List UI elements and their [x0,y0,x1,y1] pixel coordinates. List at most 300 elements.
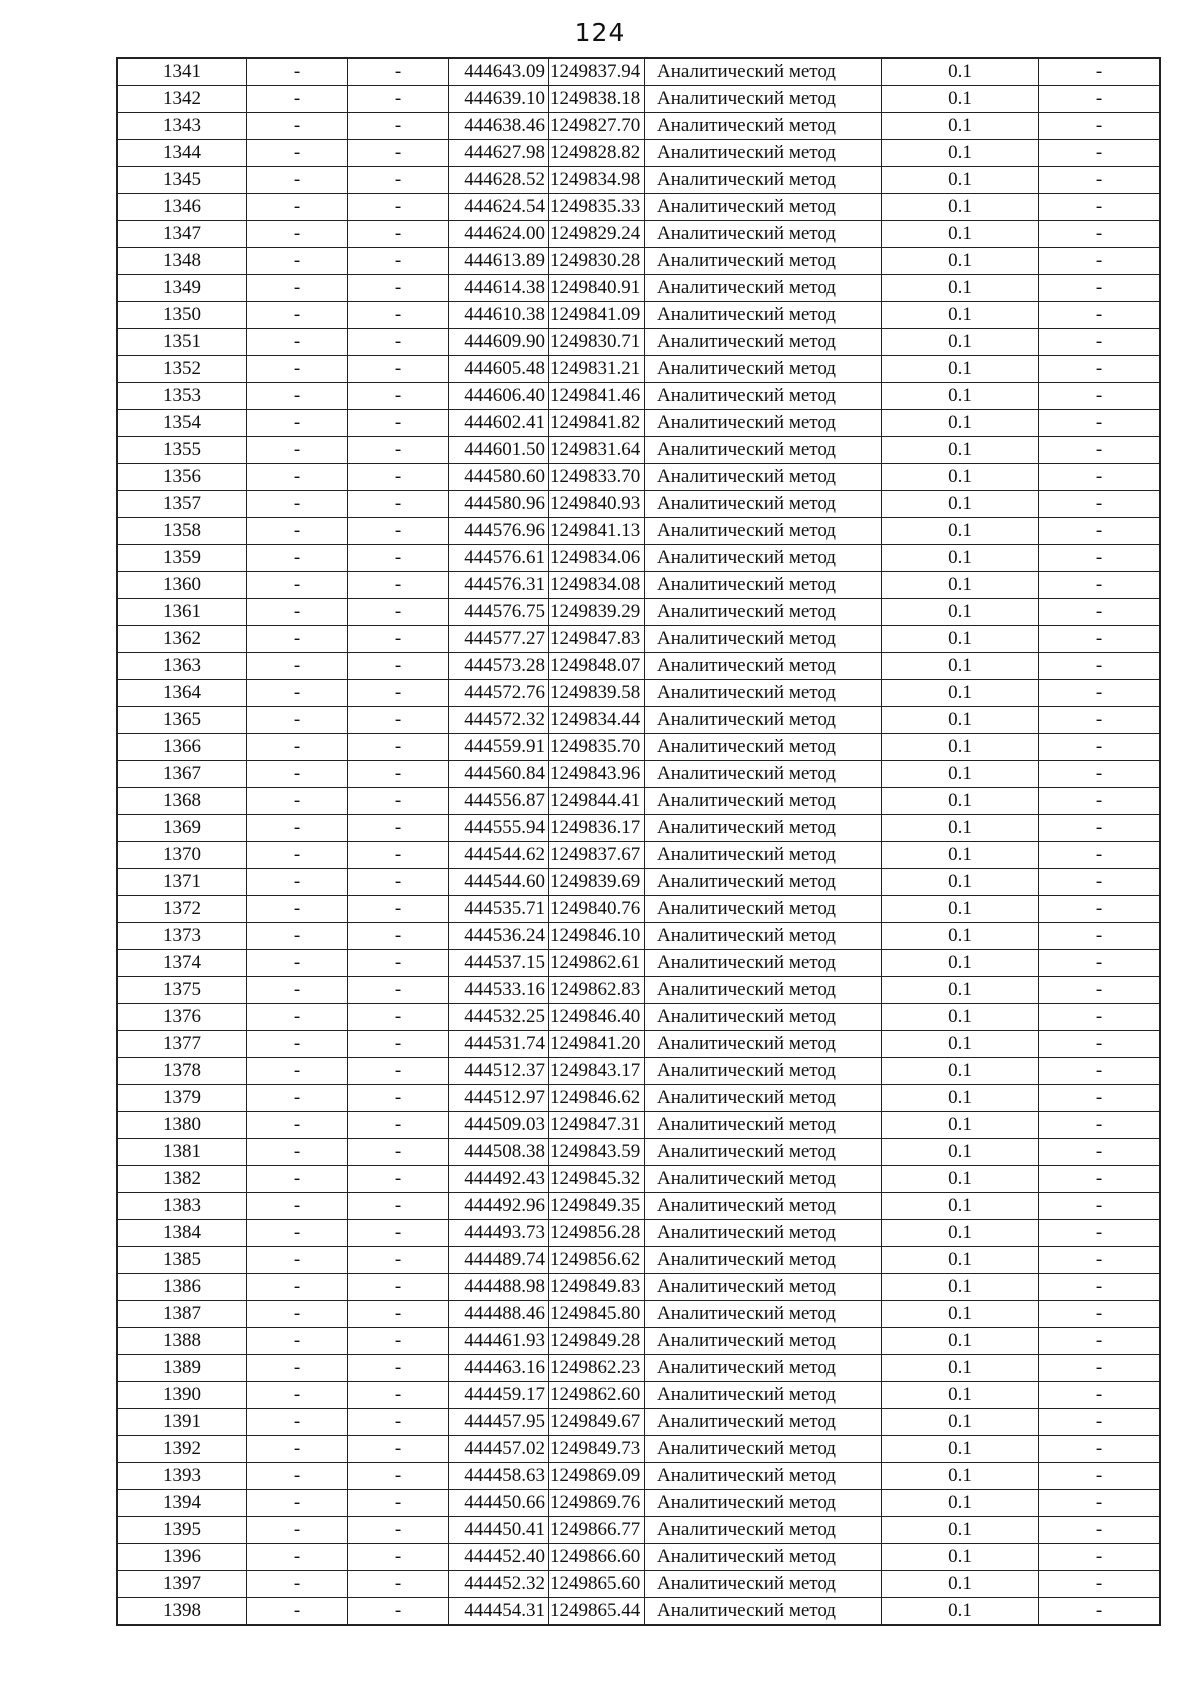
method-cell: Аналитический метод [645,1031,882,1058]
table-row [117,1301,1160,1328]
empty-value-cell: - [1039,626,1161,653]
empty-value-cell: - [247,680,348,707]
empty-value-cell: - [247,653,348,680]
y-coordinate-cell: 1249866.60 [549,1544,645,1571]
method-cell: Аналитический метод [645,1193,882,1220]
method-cell: Аналитический метод [645,1085,882,1112]
empty-value-cell: - [247,815,348,842]
point-number-cell: 1374 [117,950,247,977]
method-cell: Аналитический метод [645,1058,882,1085]
empty-value-cell: - [348,248,449,275]
table-row [117,869,1160,896]
accuracy-cell: 0.1 [882,1247,1039,1274]
empty-value-cell: - [247,788,348,815]
point-number-cell: 1368 [117,788,247,815]
point-number-cell: 1380 [117,1112,247,1139]
point-number-cell: 1359 [117,545,247,572]
x-coordinate-cell: 444638.46 [449,113,549,140]
page-number: 124 [574,18,626,47]
empty-value-cell: - [1039,1004,1161,1031]
empty-value-cell: - [1039,58,1161,86]
y-coordinate-cell: 1249837.94 [549,58,645,86]
empty-value-cell: - [1039,1301,1161,1328]
x-coordinate-cell: 444531.74 [449,1031,549,1058]
empty-value-cell: - [1039,86,1161,113]
method-cell: Аналитический метод [645,1517,882,1544]
point-number-cell: 1394 [117,1490,247,1517]
x-coordinate-cell: 444601.50 [449,437,549,464]
table-row [117,1598,1160,1626]
accuracy-cell: 0.1 [882,491,1039,518]
empty-value-cell: - [1039,410,1161,437]
x-coordinate-cell: 444613.89 [449,248,549,275]
empty-value-cell: - [348,1031,449,1058]
table-row [117,1220,1160,1247]
empty-value-cell: - [1039,869,1161,896]
accuracy-cell: 0.1 [882,815,1039,842]
empty-value-cell: - [1039,437,1161,464]
table-row [117,1085,1160,1112]
point-number-cell: 1391 [117,1409,247,1436]
y-coordinate-cell: 1249834.98 [549,167,645,194]
empty-value-cell: - [247,302,348,329]
accuracy-cell: 0.1 [882,1544,1039,1571]
accuracy-cell: 0.1 [882,599,1039,626]
empty-value-cell: - [1039,329,1161,356]
point-number-cell: 1354 [117,410,247,437]
empty-value-cell: - [247,329,348,356]
x-coordinate-cell: 444452.40 [449,1544,549,1571]
accuracy-cell: 0.1 [882,1571,1039,1598]
method-cell: Аналитический метод [645,680,882,707]
point-number-cell: 1343 [117,113,247,140]
empty-value-cell: - [348,140,449,167]
point-number-cell: 1385 [117,1247,247,1274]
y-coordinate-cell: 1249833.70 [549,464,645,491]
empty-value-cell: - [1039,140,1161,167]
empty-value-cell: - [1039,842,1161,869]
table-row [117,1166,1160,1193]
y-coordinate-cell: 1249865.60 [549,1571,645,1598]
empty-value-cell: - [247,86,348,113]
empty-value-cell: - [247,1490,348,1517]
empty-value-cell: - [247,1166,348,1193]
table-row [117,1247,1160,1274]
empty-value-cell: - [348,815,449,842]
table-row [117,1463,1160,1490]
method-cell: Аналитический метод [645,1004,882,1031]
empty-value-cell: - [247,113,348,140]
table-row [117,1490,1160,1517]
y-coordinate-cell: 1249869.09 [549,1463,645,1490]
method-cell: Аналитический метод [645,545,882,572]
empty-value-cell: - [247,950,348,977]
accuracy-cell: 0.1 [882,437,1039,464]
x-coordinate-cell: 444580.96 [449,491,549,518]
x-coordinate-cell: 444536.24 [449,923,549,950]
x-coordinate-cell: 444576.61 [449,545,549,572]
empty-value-cell: - [348,1598,449,1626]
table-row [117,1328,1160,1355]
accuracy-cell: 0.1 [882,950,1039,977]
y-coordinate-cell: 1249829.24 [549,221,645,248]
empty-value-cell: - [247,1193,348,1220]
y-coordinate-cell: 1249862.83 [549,977,645,1004]
empty-value-cell: - [1039,1436,1161,1463]
accuracy-cell: 0.1 [882,1409,1039,1436]
method-cell: Аналитический метод [645,221,882,248]
table-row [117,464,1160,491]
empty-value-cell: - [348,518,449,545]
method-cell: Аналитический метод [645,113,882,140]
empty-value-cell: - [247,1139,348,1166]
empty-value-cell: - [1039,1112,1161,1139]
point-number-cell: 1395 [117,1517,247,1544]
accuracy-cell: 0.1 [882,356,1039,383]
method-cell: Аналитический метод [645,1463,882,1490]
x-coordinate-cell: 444609.90 [449,329,549,356]
accuracy-cell: 0.1 [882,248,1039,275]
accuracy-cell: 0.1 [882,653,1039,680]
method-cell: Аналитический метод [645,923,882,950]
y-coordinate-cell: 1249831.64 [549,437,645,464]
x-coordinate-cell: 444576.75 [449,599,549,626]
empty-value-cell: - [247,58,348,86]
method-cell: Аналитический метод [645,815,882,842]
accuracy-cell: 0.1 [882,707,1039,734]
method-cell: Аналитический метод [645,1220,882,1247]
point-number-cell: 1375 [117,977,247,1004]
point-number-cell: 1348 [117,248,247,275]
method-cell: Аналитический метод [645,491,882,518]
empty-value-cell: - [247,1085,348,1112]
method-cell: Аналитический метод [645,1166,882,1193]
x-coordinate-cell: 444560.84 [449,761,549,788]
x-coordinate-cell: 444614.38 [449,275,549,302]
method-cell: Аналитический метод [645,950,882,977]
point-number-cell: 1358 [117,518,247,545]
table-row [117,761,1160,788]
point-number-cell: 1379 [117,1085,247,1112]
x-coordinate-cell: 444454.31 [449,1598,549,1626]
empty-value-cell: - [1039,680,1161,707]
coordinates-table-wrap [116,57,1161,1626]
x-coordinate-cell: 444492.43 [449,1166,549,1193]
x-coordinate-cell: 444628.52 [449,167,549,194]
x-coordinate-cell: 444532.25 [449,1004,549,1031]
y-coordinate-cell: 1249846.10 [549,923,645,950]
method-cell: Аналитический метод [645,1355,882,1382]
point-number-cell: 1381 [117,1139,247,1166]
accuracy-cell: 0.1 [882,275,1039,302]
empty-value-cell: - [348,761,449,788]
point-number-cell: 1361 [117,599,247,626]
x-coordinate-cell: 444512.97 [449,1085,549,1112]
empty-value-cell: - [348,167,449,194]
empty-value-cell: - [348,383,449,410]
accuracy-cell: 0.1 [882,58,1039,86]
y-coordinate-cell: 1249840.91 [549,275,645,302]
table-row [117,221,1160,248]
x-coordinate-cell: 444535.71 [449,896,549,923]
accuracy-cell: 0.1 [882,221,1039,248]
method-cell: Аналитический метод [645,1301,882,1328]
empty-value-cell: - [348,1058,449,1085]
empty-value-cell: - [247,356,348,383]
empty-value-cell: - [348,302,449,329]
point-number-cell: 1363 [117,653,247,680]
empty-value-cell: - [247,1274,348,1301]
y-coordinate-cell: 1249843.17 [549,1058,645,1085]
empty-value-cell: - [348,599,449,626]
x-coordinate-cell: 444537.15 [449,950,549,977]
y-coordinate-cell: 1249862.61 [549,950,645,977]
accuracy-cell: 0.1 [882,1274,1039,1301]
empty-value-cell: - [247,1301,348,1328]
y-coordinate-cell: 1249839.69 [549,869,645,896]
y-coordinate-cell: 1249841.20 [549,1031,645,1058]
x-coordinate-cell: 444457.95 [449,1409,549,1436]
table-row [117,707,1160,734]
method-cell: Аналитический метод [645,977,882,1004]
table-row [117,1139,1160,1166]
point-number-cell: 1387 [117,1301,247,1328]
point-number-cell: 1370 [117,842,247,869]
empty-value-cell: - [348,680,449,707]
y-coordinate-cell: 1249849.73 [549,1436,645,1463]
empty-value-cell: - [1039,356,1161,383]
method-cell: Аналитический метод [645,1274,882,1301]
empty-value-cell: - [247,1544,348,1571]
point-number-cell: 1360 [117,572,247,599]
empty-value-cell: - [247,1112,348,1139]
empty-value-cell: - [1039,248,1161,275]
y-coordinate-cell: 1249845.80 [549,1301,645,1328]
x-coordinate-cell: 444493.73 [449,1220,549,1247]
empty-value-cell: - [1039,491,1161,518]
x-coordinate-cell: 444461.93 [449,1328,549,1355]
empty-value-cell: - [348,1409,449,1436]
empty-value-cell: - [348,1166,449,1193]
table-row [117,194,1160,221]
method-cell: Аналитический метод [645,1139,882,1166]
y-coordinate-cell: 1249841.82 [549,410,645,437]
table-row [117,383,1160,410]
accuracy-cell: 0.1 [882,167,1039,194]
accuracy-cell: 0.1 [882,1328,1039,1355]
method-cell: Аналитический метод [645,410,882,437]
empty-value-cell: - [247,194,348,221]
accuracy-cell: 0.1 [882,923,1039,950]
empty-value-cell: - [348,734,449,761]
x-coordinate-cell: 444512.37 [449,1058,549,1085]
empty-value-cell: - [247,923,348,950]
method-cell: Аналитический метод [645,1328,882,1355]
point-number-cell: 1356 [117,464,247,491]
point-number-cell: 1390 [117,1382,247,1409]
y-coordinate-cell: 1249849.35 [549,1193,645,1220]
y-coordinate-cell: 1249862.60 [549,1382,645,1409]
method-cell: Аналитический метод [645,140,882,167]
method-cell: Аналитический метод [645,248,882,275]
empty-value-cell: - [247,545,348,572]
y-coordinate-cell: 1249841.09 [549,302,645,329]
accuracy-cell: 0.1 [882,1463,1039,1490]
empty-value-cell: - [1039,1058,1161,1085]
table-row [117,86,1160,113]
accuracy-cell: 0.1 [882,383,1039,410]
table-row [117,1382,1160,1409]
y-coordinate-cell: 1249830.28 [549,248,645,275]
empty-value-cell: - [348,86,449,113]
method-cell: Аналитический метод [645,707,882,734]
empty-value-cell: - [348,1139,449,1166]
x-coordinate-cell: 444459.17 [449,1382,549,1409]
x-coordinate-cell: 444489.74 [449,1247,549,1274]
table-row [117,58,1160,86]
method-cell: Аналитический метод [645,1490,882,1517]
y-coordinate-cell: 1249839.58 [549,680,645,707]
method-cell: Аналитический метод [645,572,882,599]
method-cell: Аналитический метод [645,1112,882,1139]
y-coordinate-cell: 1249837.67 [549,842,645,869]
x-coordinate-cell: 444488.98 [449,1274,549,1301]
empty-value-cell: - [1039,1544,1161,1571]
accuracy-cell: 0.1 [882,1598,1039,1626]
empty-value-cell: - [1039,545,1161,572]
y-coordinate-cell: 1249865.44 [549,1598,645,1626]
table-row [117,1409,1160,1436]
empty-value-cell: - [348,1193,449,1220]
accuracy-cell: 0.1 [882,545,1039,572]
point-number-cell: 1386 [117,1274,247,1301]
y-coordinate-cell: 1249869.76 [549,1490,645,1517]
x-coordinate-cell: 444639.10 [449,86,549,113]
x-coordinate-cell: 444627.98 [449,140,549,167]
empty-value-cell: - [1039,1598,1161,1626]
accuracy-cell: 0.1 [882,1058,1039,1085]
table-row [117,1436,1160,1463]
point-number-cell: 1393 [117,1463,247,1490]
point-number-cell: 1362 [117,626,247,653]
x-coordinate-cell: 444605.48 [449,356,549,383]
method-cell: Аналитический метод [645,869,882,896]
table-row [117,599,1160,626]
point-number-cell: 1383 [117,1193,247,1220]
x-coordinate-cell: 444572.32 [449,707,549,734]
point-number-cell: 1378 [117,1058,247,1085]
y-coordinate-cell: 1249847.31 [549,1112,645,1139]
table-row [117,518,1160,545]
empty-value-cell: - [1039,1355,1161,1382]
empty-value-cell: - [247,167,348,194]
empty-value-cell: - [1039,1274,1161,1301]
x-coordinate-cell: 444488.46 [449,1301,549,1328]
table-row [117,1031,1160,1058]
y-coordinate-cell: 1249840.76 [549,896,645,923]
accuracy-cell: 0.1 [882,1355,1039,1382]
empty-value-cell: - [247,1031,348,1058]
empty-value-cell: - [1039,950,1161,977]
accuracy-cell: 0.1 [882,977,1039,1004]
empty-value-cell: - [1039,275,1161,302]
empty-value-cell: - [247,518,348,545]
point-number-cell: 1350 [117,302,247,329]
y-coordinate-cell: 1249866.77 [549,1517,645,1544]
point-number-cell: 1388 [117,1328,247,1355]
empty-value-cell: - [247,1598,348,1626]
accuracy-cell: 0.1 [882,140,1039,167]
empty-value-cell: - [247,734,348,761]
empty-value-cell: - [1039,1517,1161,1544]
point-number-cell: 1372 [117,896,247,923]
empty-value-cell: - [1039,1490,1161,1517]
empty-value-cell: - [247,1382,348,1409]
point-number-cell: 1382 [117,1166,247,1193]
empty-value-cell: - [247,221,348,248]
point-number-cell: 1367 [117,761,247,788]
accuracy-cell: 0.1 [882,518,1039,545]
accuracy-cell: 0.1 [882,1220,1039,1247]
table-row [117,788,1160,815]
table-row [117,950,1160,977]
empty-value-cell: - [348,1328,449,1355]
empty-value-cell: - [247,1355,348,1382]
empty-value-cell: - [247,383,348,410]
table-row [117,1571,1160,1598]
empty-value-cell: - [1039,302,1161,329]
x-coordinate-cell: 444610.38 [449,302,549,329]
table-row [117,410,1160,437]
y-coordinate-cell: 1249839.29 [549,599,645,626]
empty-value-cell: - [247,248,348,275]
point-number-cell: 1396 [117,1544,247,1571]
empty-value-cell: - [247,572,348,599]
table-row [117,248,1160,275]
point-number-cell: 1345 [117,167,247,194]
empty-value-cell: - [1039,113,1161,140]
empty-value-cell: - [1039,653,1161,680]
method-cell: Аналитический метод [645,464,882,491]
x-coordinate-cell: 444602.41 [449,410,549,437]
y-coordinate-cell: 1249856.62 [549,1247,645,1274]
point-number-cell: 1376 [117,1004,247,1031]
table-row [117,923,1160,950]
empty-value-cell: - [1039,1328,1161,1355]
empty-value-cell: - [247,599,348,626]
method-cell: Аналитический метод [645,1598,882,1626]
table-row [117,1544,1160,1571]
table-row [117,1193,1160,1220]
accuracy-cell: 0.1 [882,1085,1039,1112]
y-coordinate-cell: 1249847.83 [549,626,645,653]
x-coordinate-cell: 444533.16 [449,977,549,1004]
empty-value-cell: - [348,923,449,950]
empty-value-cell: - [1039,1247,1161,1274]
empty-value-cell: - [1039,1031,1161,1058]
table-row [117,1517,1160,1544]
point-number-cell: 1342 [117,86,247,113]
point-number-cell: 1366 [117,734,247,761]
x-coordinate-cell: 444458.63 [449,1463,549,1490]
accuracy-cell: 0.1 [882,329,1039,356]
accuracy-cell: 0.1 [882,1301,1039,1328]
method-cell: Аналитический метод [645,329,882,356]
empty-value-cell: - [247,1436,348,1463]
y-coordinate-cell: 1249849.67 [549,1409,645,1436]
empty-value-cell: - [247,842,348,869]
y-coordinate-cell: 1249838.18 [549,86,645,113]
